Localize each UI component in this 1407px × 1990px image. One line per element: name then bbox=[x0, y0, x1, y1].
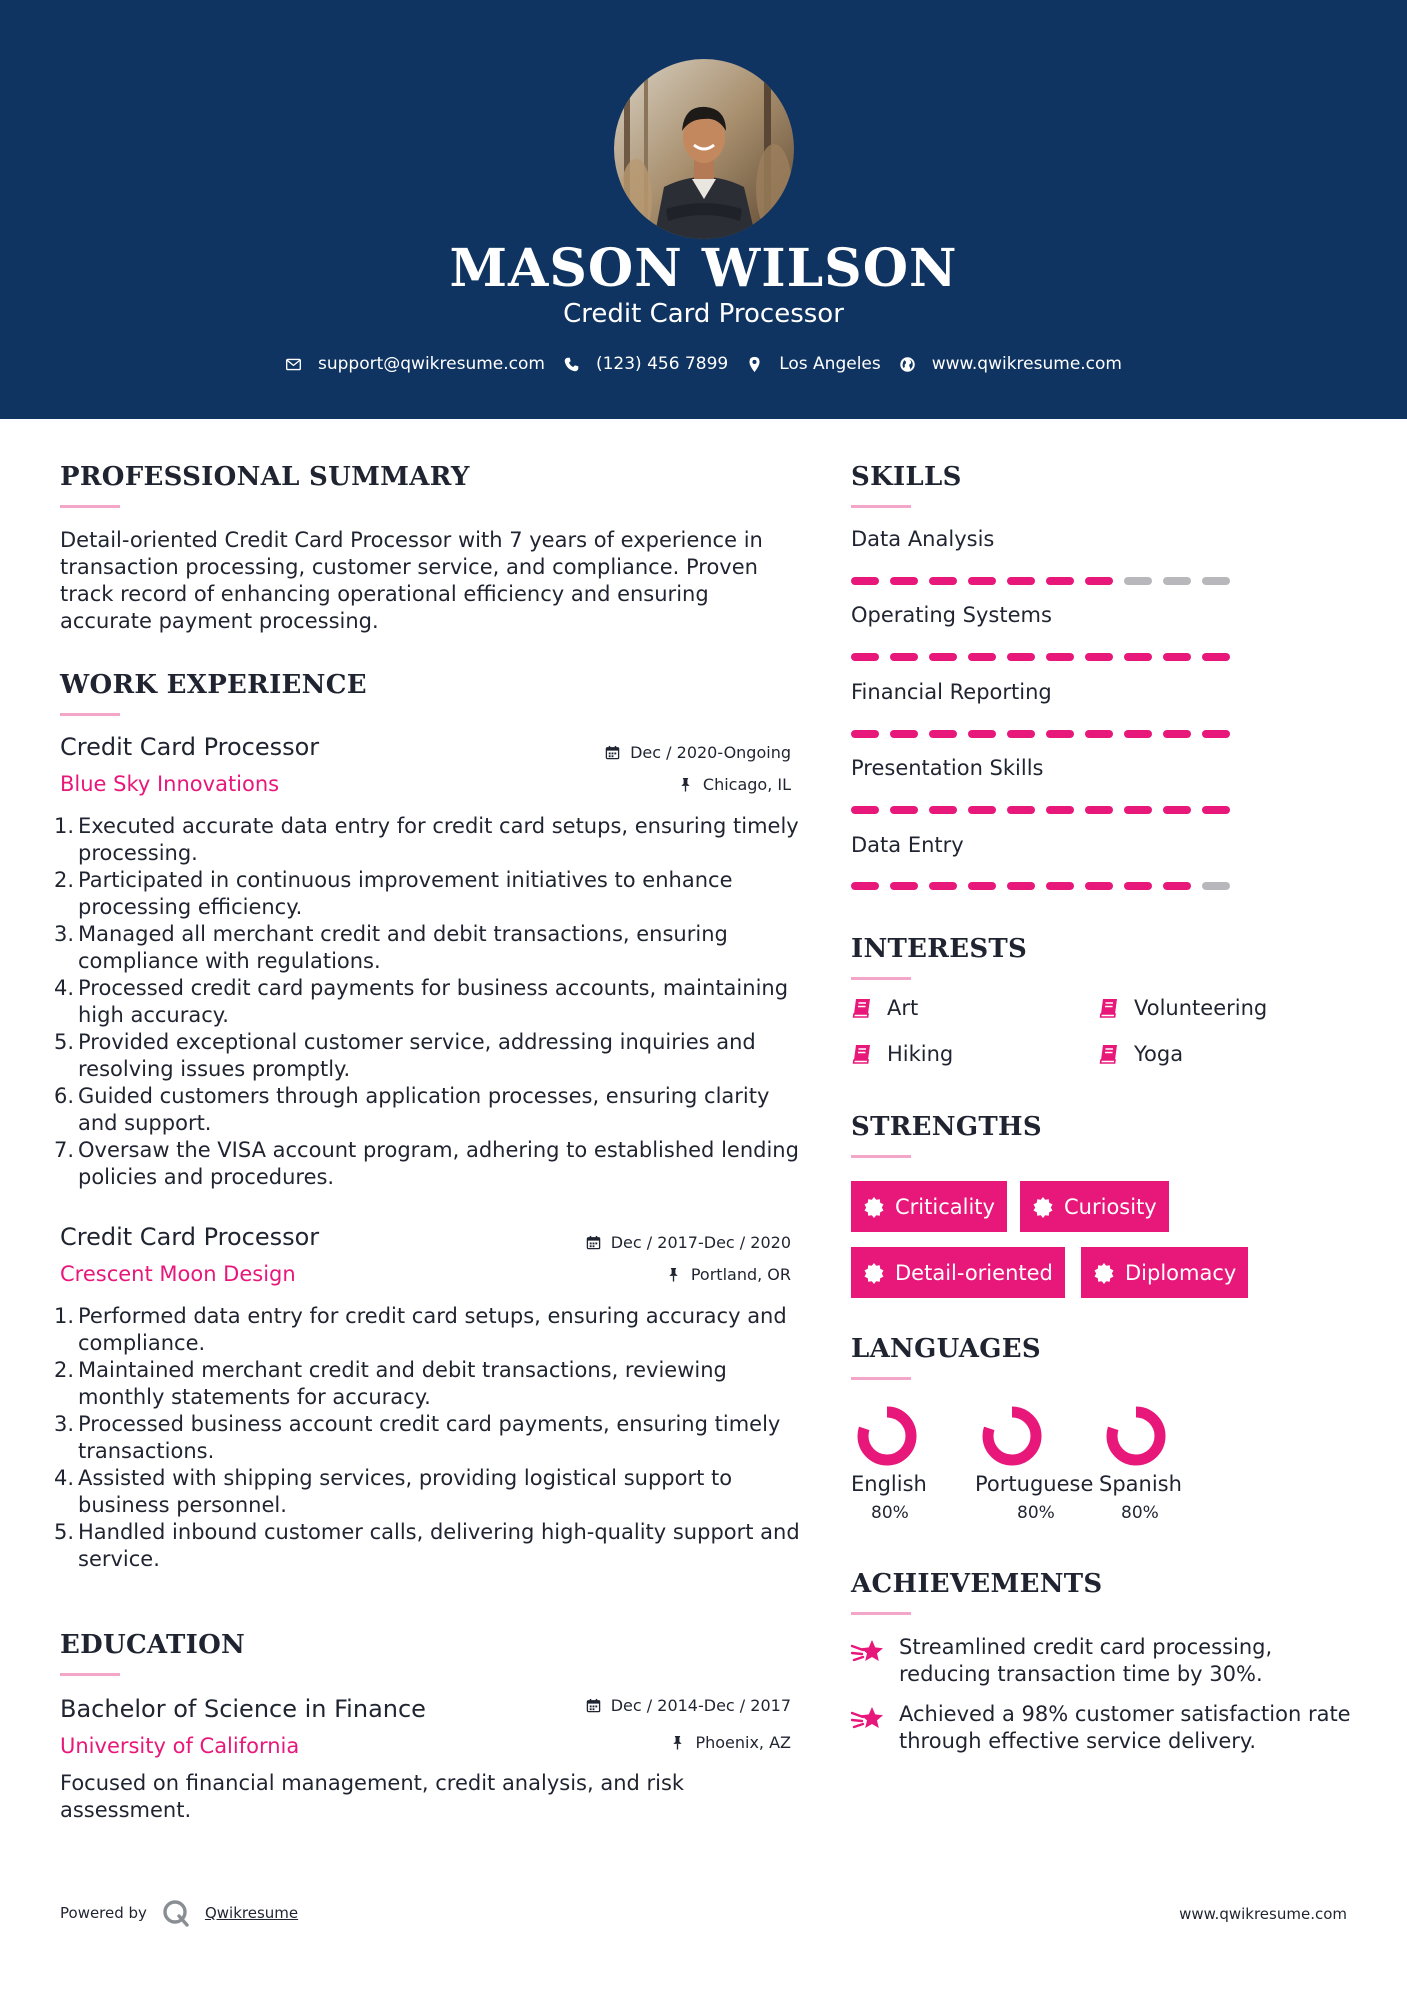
skill-dot bbox=[1007, 730, 1035, 738]
contact-phone-text: (123) 456 7899 bbox=[595, 354, 729, 374]
list-item: 3. Managed all merchant credit and debit transactions, ensuring compliance with regulations. bbox=[54, 922, 728, 973]
skill-dot bbox=[1163, 653, 1191, 661]
footer-powered-by bbox=[60, 1898, 298, 1928]
resume-header bbox=[0, 0, 1407, 419]
job-date-text: Dec / 2020-Ongoing bbox=[630, 743, 791, 762]
interest-label: Art bbox=[887, 996, 919, 1020]
skill-label: Data Entry bbox=[851, 833, 964, 857]
list-item: 4. Processed credit card payments for business accounts, maintaining high accuracy. bbox=[54, 976, 789, 1027]
book-icon bbox=[851, 1043, 873, 1065]
skill-dot bbox=[851, 730, 879, 738]
skill-label: Data Analysis bbox=[851, 527, 995, 551]
language-name: Portuguese bbox=[975, 1472, 1094, 1496]
language-ring bbox=[980, 1404, 1044, 1468]
list-item: 2. Participated in continuous improvement initiatives to enhance processing efficiency. bbox=[54, 868, 733, 919]
globe-icon bbox=[899, 356, 916, 373]
job-location bbox=[666, 1265, 791, 1284]
candidate-role: Credit Card Processor bbox=[563, 299, 844, 329]
skill-dot bbox=[1124, 577, 1152, 585]
summary-heading-rule bbox=[60, 505, 120, 508]
interests-heading: INTERESTS bbox=[851, 934, 1028, 964]
education-heading: EDUCATION bbox=[60, 1630, 246, 1660]
book-icon bbox=[1098, 997, 1120, 1019]
language-name: Spanish bbox=[1099, 1472, 1182, 1496]
calendar-icon bbox=[586, 1235, 601, 1250]
envelope-icon bbox=[285, 356, 302, 373]
skill-dot bbox=[1202, 806, 1230, 814]
skill-dot bbox=[1202, 882, 1230, 890]
interest-item bbox=[1098, 1042, 1183, 1066]
skill-dot bbox=[1046, 882, 1074, 890]
education-date bbox=[586, 1696, 791, 1715]
language-percent: 80% bbox=[1121, 1503, 1159, 1523]
degree-title: Bachelor of Science in Finance bbox=[60, 1695, 426, 1723]
achievement-text: Achieved a 98% customer satisfaction rate through effective service delivery. bbox=[899, 1702, 1351, 1753]
skill-label: Operating Systems bbox=[851, 603, 1052, 627]
skill-dot bbox=[1085, 577, 1113, 585]
skill-dot bbox=[1046, 806, 1074, 814]
badge-icon bbox=[1093, 1262, 1115, 1284]
pushpin-icon bbox=[670, 1735, 685, 1750]
location-pin-icon bbox=[746, 356, 763, 373]
pushpin-icon bbox=[678, 777, 693, 792]
skill-dot bbox=[1046, 577, 1074, 585]
skill-dot bbox=[929, 653, 957, 661]
qwikresume-logo-icon bbox=[161, 1898, 191, 1928]
job-title: Credit Card Processor bbox=[60, 1223, 320, 1251]
school-name: University of California bbox=[60, 1734, 300, 1758]
calendar-icon bbox=[605, 745, 620, 760]
interest-label: Yoga bbox=[1134, 1042, 1184, 1066]
skill-dot bbox=[1007, 653, 1035, 661]
skill-dot bbox=[890, 577, 918, 585]
language-ring bbox=[855, 1404, 919, 1468]
skill-dot bbox=[1124, 653, 1152, 661]
skill-dot bbox=[1124, 730, 1152, 738]
languages-heading-rule bbox=[851, 1377, 911, 1380]
job-location-text: Portland, OR bbox=[690, 1265, 791, 1284]
skill-dot bbox=[1202, 577, 1230, 585]
skill-dot bbox=[1007, 577, 1035, 585]
skills-heading: SKILLS bbox=[851, 462, 962, 492]
list-item: 7. Oversaw the VISA account program, adhering to established lending policies and procedures. bbox=[54, 1138, 799, 1189]
strength-chip bbox=[851, 1181, 1007, 1232]
skill-dot bbox=[1085, 730, 1113, 738]
interest-item bbox=[851, 1042, 953, 1066]
list-item: 3. Processed business account credit card payments, ensuring timely transactions. bbox=[54, 1412, 781, 1463]
skill-dot bbox=[890, 806, 918, 814]
contact-location bbox=[746, 354, 881, 374]
candidate-name: MASON WILSON bbox=[449, 238, 958, 299]
book-icon bbox=[851, 997, 873, 1019]
phone-icon bbox=[563, 356, 580, 373]
skill-label: Financial Reporting bbox=[851, 680, 1052, 704]
language-ring bbox=[1104, 1404, 1168, 1468]
skill-dot bbox=[968, 730, 996, 738]
education-location bbox=[670, 1733, 791, 1752]
strength-label: Criticality bbox=[895, 1194, 995, 1219]
language-name: English bbox=[851, 1472, 927, 1496]
skill-dot bbox=[1202, 653, 1230, 661]
education-description: Focused on financial management, credit analysis, and risk assessment. bbox=[60, 1771, 685, 1822]
strength-chip bbox=[1081, 1247, 1248, 1298]
skill-dot bbox=[1085, 806, 1113, 814]
job-date-text: Dec / 2017-Dec / 2020 bbox=[610, 1233, 791, 1252]
interest-label: Hiking bbox=[887, 1042, 954, 1066]
experience-heading-rule bbox=[60, 713, 120, 716]
skill-dot bbox=[1007, 806, 1035, 814]
job-location bbox=[678, 775, 791, 794]
book-icon bbox=[1098, 1043, 1120, 1065]
list-item: 1. Executed accurate data entry for credit card setups, ensuring timely processing. bbox=[54, 814, 799, 865]
badge-icon bbox=[863, 1196, 885, 1218]
skill-dot bbox=[1046, 653, 1074, 661]
skill-dot bbox=[1163, 577, 1191, 585]
job-title: Credit Card Processor bbox=[60, 733, 320, 761]
skill-dot bbox=[851, 806, 879, 814]
education-location-text: Phoenix, AZ bbox=[695, 1733, 791, 1752]
shooting-star-icon bbox=[851, 1637, 885, 1667]
list-item: 5. Provided exceptional customer service, addressing inquiries and resolving issues promptly. bbox=[54, 1030, 756, 1081]
interest-label: Volunteering bbox=[1134, 996, 1268, 1020]
job-responsibilities bbox=[54, 1303, 800, 1573]
footer-website[interactable]: www.qwikresume.com bbox=[1179, 1905, 1347, 1923]
list-item: 4. Assisted with shipping services, providing logistical support to business personnel. bbox=[54, 1466, 733, 1517]
job-company: Crescent Moon Design bbox=[60, 1262, 296, 1286]
badge-icon bbox=[1032, 1196, 1054, 1218]
languages-heading: LANGUAGES bbox=[851, 1334, 1041, 1364]
interest-item bbox=[1098, 996, 1267, 1020]
skill-dot bbox=[1046, 730, 1074, 738]
strength-label: Curiosity bbox=[1064, 1194, 1157, 1219]
badge-icon bbox=[863, 1262, 885, 1284]
job-location-text: Chicago, IL bbox=[702, 775, 791, 794]
summary-text: Detail-oriented Credit Card Processor with 7 years of experience in transaction processing, customer service, and compliance. Proven track record of enhancing operational efficiency and ensuring accurate payment processing. bbox=[60, 528, 763, 633]
profile-photo-image bbox=[614, 59, 794, 239]
skill-dot bbox=[929, 806, 957, 814]
interest-item bbox=[851, 996, 918, 1020]
skill-dot bbox=[1163, 806, 1191, 814]
skill-rating bbox=[851, 653, 1230, 661]
job-responsibilities bbox=[54, 813, 800, 1191]
skill-dot bbox=[968, 882, 996, 890]
skill-dot bbox=[1163, 882, 1191, 890]
shooting-star-icon bbox=[851, 1704, 885, 1734]
contact-email[interactable] bbox=[285, 354, 545, 374]
summary-heading: PROFESSIONAL SUMMARY bbox=[60, 462, 470, 492]
skill-dot bbox=[890, 730, 918, 738]
achievements-heading: ACHIEVEMENTS bbox=[851, 1569, 1103, 1599]
contact-website[interactable] bbox=[899, 354, 1122, 374]
skill-dot bbox=[1085, 653, 1113, 661]
contact-email-text: support@qwikresume.com bbox=[318, 354, 545, 374]
job-date bbox=[586, 1233, 791, 1252]
language-percent: 80% bbox=[871, 1503, 909, 1523]
language-percent: 80% bbox=[1017, 1503, 1055, 1523]
skill-rating bbox=[851, 882, 1230, 890]
skill-dot bbox=[929, 882, 957, 890]
skill-dot bbox=[968, 806, 996, 814]
skill-rating bbox=[851, 730, 1230, 738]
skill-dot bbox=[1124, 882, 1152, 890]
skill-dot bbox=[1085, 882, 1113, 890]
skill-dot bbox=[1007, 882, 1035, 890]
interests-heading-rule bbox=[851, 977, 911, 980]
pushpin-icon bbox=[666, 1267, 681, 1282]
calendar-icon bbox=[586, 1698, 601, 1713]
skill-dot bbox=[1163, 730, 1191, 738]
list-item: 5. Handled inbound customer calls, delivering high-quality support and service. bbox=[54, 1520, 800, 1571]
skill-dot bbox=[890, 882, 918, 890]
strength-chip bbox=[1020, 1181, 1169, 1232]
contact-website-text: www.qwikresume.com bbox=[931, 354, 1122, 374]
job-date bbox=[605, 743, 791, 762]
profile-photo bbox=[614, 59, 794, 239]
list-item: 2. Maintained merchant credit and debit transactions, reviewing monthly statements for accuracy. bbox=[54, 1358, 727, 1409]
skill-rating bbox=[851, 577, 1230, 585]
experience-heading: WORK EXPERIENCE bbox=[60, 670, 367, 700]
skill-dot bbox=[968, 577, 996, 585]
skill-dot bbox=[851, 653, 879, 661]
skills-heading-rule bbox=[851, 505, 911, 508]
skill-dot bbox=[929, 730, 957, 738]
skill-dot bbox=[851, 882, 879, 890]
education-heading-rule bbox=[60, 1673, 120, 1676]
strength-label: Diplomacy bbox=[1125, 1260, 1237, 1285]
skill-dot bbox=[968, 653, 996, 661]
achievement-item bbox=[851, 1634, 1351, 1688]
contact-location-text: Los Angeles bbox=[779, 354, 881, 374]
achievements-heading-rule bbox=[851, 1612, 911, 1615]
skill-dot bbox=[929, 577, 957, 585]
skill-label: Presentation Skills bbox=[851, 756, 1044, 780]
list-item: 6. Guided customers through application processes, ensuring clarity and support. bbox=[54, 1084, 770, 1135]
achievement-item bbox=[851, 1701, 1351, 1755]
brand-link[interactable]: Qwikresume bbox=[204, 1904, 299, 1922]
powered-by-label: Powered by bbox=[60, 1904, 147, 1922]
contact-phone[interactable] bbox=[563, 354, 728, 374]
strength-label: Detail-oriented bbox=[895, 1260, 1053, 1285]
strengths-heading: STRENGTHS bbox=[851, 1112, 1042, 1142]
achievement-text: Streamlined credit card processing, reducing transaction time by 30%. bbox=[899, 1635, 1273, 1686]
skill-dot bbox=[851, 577, 879, 585]
strengths-heading-rule bbox=[851, 1155, 911, 1158]
education-date-text: Dec / 2014-Dec / 2017 bbox=[610, 1696, 791, 1715]
strength-chip bbox=[851, 1247, 1065, 1298]
contact-bar bbox=[0, 352, 1407, 376]
skill-dot bbox=[1202, 730, 1230, 738]
skill-dot bbox=[890, 653, 918, 661]
skill-rating bbox=[851, 806, 1230, 814]
list-item: 1. Performed data entry for credit card setups, ensuring accuracy and compliance. bbox=[54, 1304, 787, 1355]
job-company: Blue Sky Innovations bbox=[60, 772, 280, 796]
skill-dot bbox=[1124, 806, 1152, 814]
